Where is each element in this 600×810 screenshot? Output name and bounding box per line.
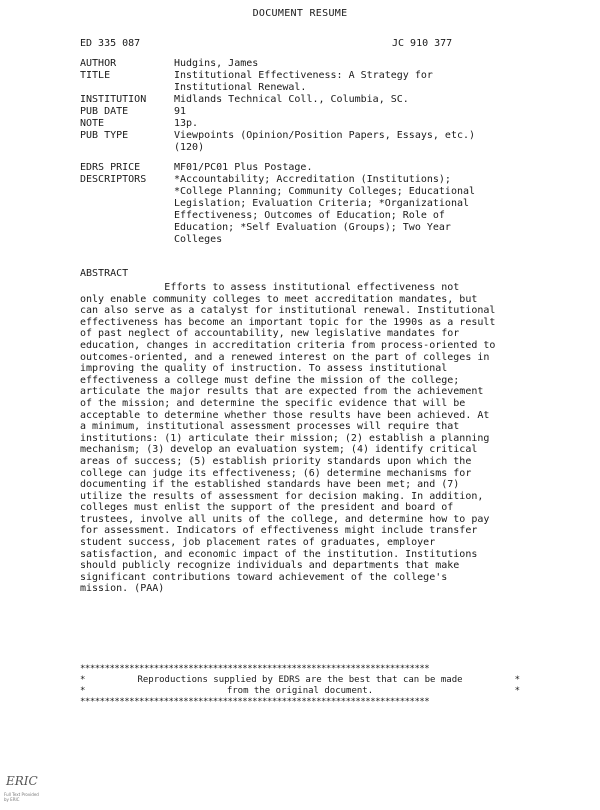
- eric-logo: [4, 768, 38, 804]
- field-row-note: [80, 118, 520, 130]
- document-resume-title: DOCUMENT RESUME: [252, 8, 348, 19]
- field-label: INSTITUTION: [80, 94, 147, 105]
- field-row-title: [80, 70, 520, 94]
- abstract-heading: ABSTRACT: [80, 268, 129, 279]
- border-asterisk: *: [514, 675, 520, 685]
- field-label: AUTHOR: [80, 58, 117, 69]
- field-label: DESCRIPTORS: [80, 174, 147, 185]
- jc-number: JC 910 377: [392, 38, 453, 49]
- ed-number: ED 335 087: [80, 38, 141, 49]
- asterisk-border-top: ***********************************************************************: [80, 664, 430, 674]
- field-row-pub-type: [80, 130, 520, 154]
- field-row-author: [80, 58, 520, 70]
- notice-line-2: [80, 686, 520, 697]
- notice-text-2: from the original document.: [226, 686, 374, 696]
- field-value: *Accountability; Accreditation (Institutions); *College Planning; Community Colleges; Educational Legislation; Evaluation Criteria; *Organizational Effectiveness; Outcomes of Education; Role of Education; *Self Evaluation (Groups); Two Year Colleges: [174, 174, 476, 245]
- border-asterisk: *: [80, 686, 86, 696]
- border-asterisk: *: [80, 675, 86, 685]
- reproduction-notice: [80, 664, 520, 708]
- field-label: PUB TYPE: [80, 130, 129, 141]
- abstract-body: Efforts to assess institutional effectiveness not only enable community colleges to meet accreditation mandates, but can also serve as a catalyst for institutional renewal. Institutional effectiveness has become an important topic for the 1990s as a result of past neglect of accountability, new legislative mandates for education, changes in accreditation criteria from process-oriented to outcomes-oriented, and a renewed interest on the part of colleges in improving the quality of instruction. To assess institutional effectiveness a college must define the mission of the college; articulate the major results that are expected from the achievement of the mission; and determine the specific evidence that will be acceptable to determine whether those results have been achieved. At a minimum, institutional assessment processes will require that institutions: (1) articulate their mission; (2) establish a planning mechanism; (3) develop an evaluation system; (4) identify critical areas of success; (5) establish priority standards upon which the college can judge its effectiveness; (6) determine mechanisms for documenting if the established standards have been met; and (7) utilize the results of assessment for decision making. In addition, colleges must enlist the support of the president and board of trustees, involve all units of the college, and determine how to pay for assessment. Indicators of effectiveness might include transfer student success, job placement rates of graduates, employer satisfaction, and economic impact of the institution. Institutions should publicly recognize individuals and departments that make significant contributions toward achievement of the college's mission. (PAA): [80, 282, 496, 595]
- field-label: NOTE: [80, 118, 105, 129]
- field-value: 13p.: [174, 118, 199, 129]
- field-value: Viewpoints (Opinion/Position Papers, Essays, etc.) (120): [174, 130, 476, 153]
- field-row-descriptors: [80, 174, 520, 246]
- border-asterisk: *: [514, 686, 520, 696]
- field-value: Hudgins, James: [174, 58, 259, 69]
- bibliographic-fields: [80, 58, 520, 246]
- field-label: PUB DATE: [80, 106, 129, 117]
- field-label: TITLE: [80, 70, 111, 81]
- eric-logo-mark: ERIC: [6, 774, 38, 788]
- field-row-institution: [80, 94, 520, 106]
- eric-logo-caption: Full Text Provided by ERIC: [4, 792, 39, 802]
- field-value: Midlands Technical Coll., Columbia, SC.: [174, 94, 409, 105]
- field-label: EDRS PRICE: [80, 162, 141, 173]
- field-row-pub-date: [80, 106, 520, 118]
- field-value: 91: [174, 106, 187, 117]
- field-value: MF01/PC01 Plus Postage.: [174, 162, 313, 173]
- asterisk-border-bottom: ***********************************************************************: [80, 697, 430, 707]
- notice-line-1: [80, 675, 520, 686]
- field-value: Institutional Effectiveness: A Strategy for Institutional Renewal.: [174, 70, 433, 93]
- notice-text-1: Reproductions supplied by EDRS are the best that can be made: [137, 675, 463, 685]
- field-row-edrs-price: [80, 162, 520, 174]
